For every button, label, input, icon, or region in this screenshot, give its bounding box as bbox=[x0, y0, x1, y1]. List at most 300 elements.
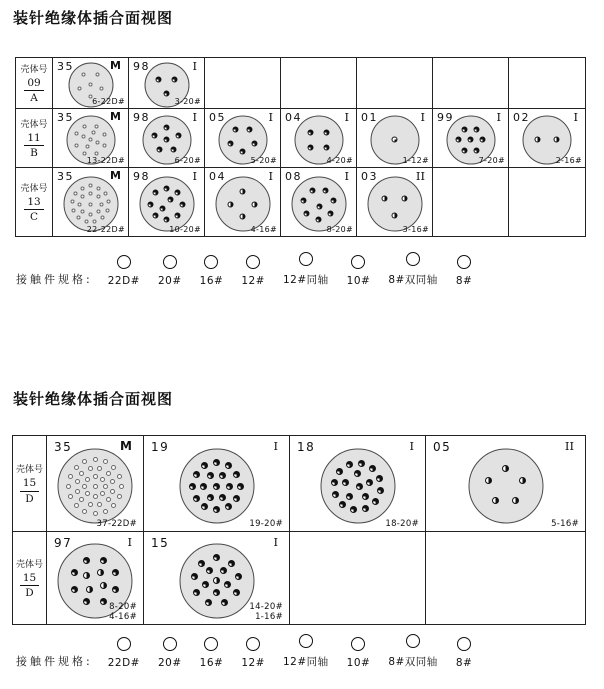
contact-pin bbox=[366, 479, 373, 486]
insert-spec bbox=[109, 602, 137, 622]
contact-pin bbox=[193, 495, 200, 502]
contact-12-icon bbox=[246, 637, 260, 651]
contact-pin bbox=[152, 190, 158, 196]
contact-pin bbox=[392, 137, 398, 143]
legend-item-label: 12# bbox=[241, 657, 265, 669]
contact-pin bbox=[304, 210, 310, 216]
insert-face bbox=[215, 177, 270, 232]
insert-code: 04 bbox=[209, 170, 226, 183]
contact-pin bbox=[206, 567, 213, 574]
spec-line: 3-16# bbox=[402, 225, 429, 235]
contact-pin bbox=[155, 77, 161, 83]
legend-item bbox=[191, 637, 233, 669]
contact-pin bbox=[93, 457, 98, 462]
contact-pin bbox=[198, 560, 205, 567]
contact-pin bbox=[354, 470, 361, 477]
contact-pin bbox=[85, 477, 90, 482]
contact-pin bbox=[213, 506, 220, 513]
legend-item-label: 12#同轴 bbox=[282, 656, 329, 668]
insert-spec bbox=[385, 519, 419, 529]
contact-pin bbox=[240, 149, 246, 155]
legend-item-label: 8#双同轴 bbox=[388, 656, 438, 668]
contact-pin bbox=[82, 509, 87, 514]
insert-mark: I bbox=[273, 439, 278, 453]
contact-pin bbox=[232, 127, 238, 133]
contact-pin bbox=[83, 557, 90, 564]
insert-cell bbox=[290, 436, 426, 532]
spec-line: 1-12# bbox=[402, 156, 429, 166]
contact-8-icon bbox=[457, 255, 471, 269]
shell-number: 13 bbox=[24, 196, 43, 210]
contact-pin bbox=[74, 192, 78, 196]
contact-pin bbox=[89, 213, 93, 217]
insert-spec bbox=[175, 156, 201, 166]
contact-pin bbox=[554, 137, 560, 143]
shell-letter: B bbox=[30, 147, 38, 159]
contact-pin bbox=[336, 468, 343, 475]
contact-pin bbox=[77, 86, 81, 90]
contact-pin bbox=[233, 471, 240, 478]
contact-pin bbox=[492, 497, 499, 504]
contact-pin bbox=[237, 483, 244, 490]
contact-pin bbox=[102, 143, 106, 147]
insert-code: 98 bbox=[133, 60, 150, 73]
contact-pin bbox=[213, 589, 220, 596]
contact-pin bbox=[175, 212, 181, 218]
contact-pin bbox=[93, 220, 97, 224]
legend-item bbox=[99, 255, 149, 287]
contact-pin bbox=[382, 195, 388, 201]
insert-cell bbox=[53, 109, 129, 168]
insert-spec bbox=[87, 225, 125, 235]
shell-label: 壳体号 bbox=[15, 559, 43, 570]
contact-pin bbox=[455, 137, 461, 143]
contact-pin bbox=[103, 509, 108, 514]
contact-pin bbox=[74, 465, 79, 470]
insert-spec bbox=[249, 519, 283, 529]
contact-pin bbox=[330, 198, 336, 204]
contact-pin bbox=[534, 137, 540, 143]
legend-item-label: 16# bbox=[199, 275, 224, 287]
contact-pin bbox=[227, 201, 233, 207]
contact-pin bbox=[175, 190, 181, 196]
spec-line: 22-22D# bbox=[86, 225, 125, 235]
contact-pin bbox=[207, 472, 214, 479]
contact-pin bbox=[94, 151, 98, 155]
insert-code: 18 bbox=[297, 440, 316, 454]
contact-pin bbox=[152, 212, 158, 218]
contact-pin bbox=[171, 147, 177, 153]
contact-pin bbox=[376, 475, 383, 482]
spec-line: 13-22D# bbox=[86, 156, 125, 166]
insert-cell bbox=[47, 532, 144, 624]
shell-fraction bbox=[20, 477, 39, 504]
insert-cell bbox=[281, 109, 357, 168]
legend-item-label: 10# bbox=[346, 657, 371, 669]
contact-pin bbox=[97, 186, 101, 190]
insert-spec bbox=[327, 225, 353, 235]
legend-item bbox=[191, 255, 233, 287]
contact-pin bbox=[96, 210, 100, 214]
contact-pin bbox=[78, 202, 82, 206]
legend-item-label: 12#同轴 bbox=[282, 274, 329, 286]
contact-pin bbox=[91, 131, 95, 135]
legend-2 bbox=[16, 634, 481, 669]
insert-cell bbox=[433, 109, 509, 168]
contact-pin bbox=[81, 194, 85, 198]
empty-cell bbox=[357, 58, 433, 109]
contact-pin bbox=[224, 581, 231, 588]
empty-cell bbox=[509, 58, 585, 109]
contact-8-icon bbox=[457, 637, 471, 651]
contact-pin bbox=[75, 489, 80, 494]
insert-cell bbox=[205, 168, 281, 236]
insert-face bbox=[291, 177, 346, 232]
contact-pin bbox=[68, 494, 73, 499]
contact-pin bbox=[191, 573, 198, 580]
contact-pin bbox=[119, 484, 124, 489]
legend-item-label: 10# bbox=[346, 275, 371, 287]
contact-pin bbox=[179, 201, 185, 207]
contact-22D-icon bbox=[117, 637, 131, 651]
insert-mark: I bbox=[344, 110, 349, 124]
insert-cell bbox=[129, 58, 205, 109]
insert-code: 19 bbox=[151, 440, 170, 454]
empty-cell bbox=[509, 168, 585, 236]
contact-pin bbox=[105, 208, 109, 212]
contact-pin bbox=[392, 212, 398, 218]
legend-item bbox=[274, 252, 338, 287]
contact-pin bbox=[315, 216, 321, 222]
insert-cell bbox=[47, 436, 144, 532]
contact-pin bbox=[75, 479, 80, 484]
insert-mark: I bbox=[192, 169, 197, 183]
contact-pin bbox=[323, 129, 329, 135]
contact-pin bbox=[164, 91, 170, 97]
contact-pin bbox=[97, 502, 102, 507]
insert-code: 98 bbox=[133, 170, 150, 183]
empty-cell bbox=[281, 58, 357, 109]
legend-item-label: 20# bbox=[157, 657, 182, 669]
contact-pin bbox=[240, 189, 246, 195]
contact-pin bbox=[233, 495, 240, 502]
contact-pin bbox=[89, 191, 93, 195]
spec-line: 6-20# bbox=[174, 156, 201, 166]
shell-number: 09 bbox=[24, 77, 43, 91]
spec-line: 14-20# bbox=[249, 601, 283, 612]
contact-pin bbox=[82, 73, 86, 77]
shell-number-cell bbox=[13, 532, 47, 624]
insert-code: 04 bbox=[285, 111, 302, 124]
insert-cell bbox=[357, 109, 433, 168]
insert-code: 98 bbox=[133, 111, 150, 124]
contact-pin bbox=[233, 589, 240, 596]
contact-pin bbox=[485, 477, 492, 484]
contact-pin bbox=[100, 582, 107, 589]
legend-item bbox=[338, 255, 380, 287]
insert-code: 97 bbox=[54, 536, 73, 550]
insert-spec bbox=[556, 156, 582, 166]
contact-pin bbox=[247, 127, 253, 133]
contact-pin bbox=[240, 213, 246, 219]
shell-label: 壳体号 bbox=[15, 465, 43, 476]
contact-pin bbox=[75, 132, 79, 136]
contact-pin bbox=[100, 477, 105, 482]
contact-pin bbox=[100, 598, 107, 605]
contact-pin bbox=[83, 124, 87, 128]
insert-spec bbox=[551, 519, 579, 529]
contact-pin bbox=[79, 497, 84, 502]
contact-pin bbox=[103, 459, 108, 464]
contact-pin bbox=[84, 220, 88, 224]
contact-pin bbox=[93, 474, 98, 479]
insert-code: 03 bbox=[361, 170, 378, 183]
legend-item bbox=[447, 255, 481, 287]
insert-face bbox=[63, 177, 118, 232]
empty-cell bbox=[426, 532, 585, 624]
shell-number: 15 bbox=[20, 477, 39, 491]
contact-pin bbox=[88, 502, 93, 507]
contact-pin bbox=[221, 599, 228, 606]
contact-pin bbox=[235, 573, 242, 580]
insert-code: 05 bbox=[209, 111, 226, 124]
contact-pin bbox=[189, 483, 196, 490]
contact-pin bbox=[164, 124, 170, 130]
contact-12coax-icon bbox=[299, 634, 313, 648]
contact-pin bbox=[219, 472, 226, 479]
shell-number-cell bbox=[16, 58, 53, 109]
contact-pin bbox=[332, 491, 339, 498]
legend-item-label: 8# bbox=[455, 657, 473, 669]
contact-22D-icon bbox=[117, 255, 131, 269]
contact-pin bbox=[175, 133, 181, 139]
contact-pin bbox=[164, 185, 170, 191]
contact-pin bbox=[193, 471, 200, 478]
contact-pin bbox=[226, 483, 233, 490]
legend-items-2 bbox=[99, 634, 482, 669]
contact-pin bbox=[75, 143, 79, 147]
page-title: 装针绝缘体插合面视图 bbox=[13, 9, 174, 27]
contact-8dcoax-icon bbox=[406, 634, 420, 648]
contact-pin bbox=[219, 494, 226, 501]
shell-label: 壳体号 bbox=[20, 183, 48, 194]
contact-pin bbox=[100, 557, 107, 564]
contact-pin bbox=[202, 581, 209, 588]
insert-mark: I bbox=[409, 439, 414, 453]
legend-item-label: 12# bbox=[241, 275, 265, 287]
spec-line: 6-22D# bbox=[92, 97, 125, 107]
contact-pin bbox=[83, 598, 90, 605]
spec-line: 2-16# bbox=[555, 156, 582, 166]
insert-cell bbox=[205, 109, 281, 168]
insert-mark: I bbox=[496, 110, 501, 124]
legend-item-label: 8# bbox=[455, 275, 473, 287]
spec-line: 18-20# bbox=[385, 518, 419, 529]
shell-fraction bbox=[24, 196, 43, 223]
legend-item-label: 22D# bbox=[107, 657, 140, 669]
contact-pin bbox=[103, 484, 108, 489]
contact-pin bbox=[251, 140, 257, 146]
insert-table-2 bbox=[12, 435, 586, 625]
contact-pin bbox=[89, 202, 93, 206]
insert-spec bbox=[403, 225, 429, 235]
contact-pin bbox=[152, 133, 158, 139]
contact-pin bbox=[309, 187, 315, 193]
contact-pin bbox=[372, 498, 379, 505]
contact-pin bbox=[82, 135, 86, 139]
shell-letter: D bbox=[25, 587, 34, 599]
spec-line: 1-16# bbox=[255, 611, 283, 622]
spec-line: 8-20# bbox=[109, 601, 137, 612]
legend-item-label: 22D# bbox=[107, 275, 140, 287]
contact-pin bbox=[317, 203, 323, 209]
contact-pin bbox=[474, 147, 480, 153]
legend-item bbox=[379, 252, 446, 287]
contact-pin bbox=[213, 483, 220, 490]
contact-pin bbox=[85, 491, 90, 496]
shell-number-cell bbox=[13, 436, 47, 532]
insert-face bbox=[468, 449, 543, 524]
contact-pin bbox=[502, 465, 509, 472]
shell-fraction bbox=[24, 132, 43, 159]
contact-pin bbox=[71, 200, 75, 204]
contact-pin bbox=[86, 145, 90, 149]
contact-pin bbox=[213, 459, 220, 466]
contact-pin bbox=[225, 503, 232, 510]
insert-mark: II bbox=[415, 169, 425, 183]
contact-pin bbox=[225, 462, 232, 469]
insert-mark: I bbox=[192, 110, 197, 124]
contact-pin bbox=[110, 479, 115, 484]
contact-pin bbox=[88, 466, 93, 471]
contact-pin bbox=[93, 511, 98, 516]
insert-face bbox=[179, 449, 254, 524]
contact-pin bbox=[93, 494, 98, 499]
contact-pin bbox=[106, 497, 111, 502]
contact-pin bbox=[112, 586, 119, 593]
insert-mark: M bbox=[110, 169, 121, 182]
contact-pin bbox=[468, 137, 474, 143]
contact-pin bbox=[83, 572, 90, 579]
contact-pin bbox=[331, 479, 338, 486]
insert-face bbox=[320, 449, 395, 524]
contact-20-icon bbox=[163, 637, 177, 651]
insert-code: 35 bbox=[57, 111, 74, 124]
insert-mark: I bbox=[192, 59, 197, 73]
contact-pin bbox=[220, 567, 227, 574]
contact-pin bbox=[106, 200, 110, 204]
insert-spec bbox=[169, 225, 201, 235]
contact-pin bbox=[168, 197, 174, 203]
contact-pin bbox=[99, 202, 103, 206]
contact-16-icon bbox=[204, 637, 218, 651]
shell-label: 壳体号 bbox=[20, 119, 48, 130]
legend-item-label: 8#双同轴 bbox=[388, 274, 438, 286]
insert-cell bbox=[281, 168, 357, 236]
insert-spec bbox=[479, 156, 505, 166]
insert-table-1 bbox=[15, 57, 586, 237]
contact-pin bbox=[350, 506, 357, 513]
contact-pin bbox=[97, 466, 102, 471]
contact-pin bbox=[461, 126, 467, 132]
contact-pin bbox=[322, 187, 328, 193]
contact-pin bbox=[111, 503, 116, 508]
spec-line: 7-20# bbox=[478, 156, 505, 166]
legend-item bbox=[232, 637, 274, 669]
contact-pin bbox=[71, 569, 78, 576]
contact-pin bbox=[342, 479, 349, 486]
spec-line: 5-16# bbox=[551, 518, 579, 529]
contact-pin bbox=[81, 210, 85, 214]
contact-pin bbox=[346, 461, 353, 468]
contact-pin bbox=[362, 505, 369, 512]
insert-code: 15 bbox=[151, 536, 170, 550]
contact-pin bbox=[95, 73, 99, 77]
legend-item bbox=[274, 634, 338, 669]
insert-cell bbox=[357, 168, 433, 236]
contact-pin bbox=[80, 186, 84, 190]
contact-10-icon bbox=[351, 255, 365, 269]
spec-line: 19-20# bbox=[249, 518, 283, 529]
insert-code: 08 bbox=[285, 170, 302, 183]
insert-mark: M bbox=[110, 59, 121, 72]
spec-line: 4-20# bbox=[326, 156, 353, 166]
contact-pin bbox=[308, 129, 314, 135]
insert-code: 35 bbox=[54, 440, 73, 454]
contact-pin bbox=[148, 201, 154, 207]
contact-pin bbox=[117, 494, 122, 499]
contact-pin bbox=[228, 140, 234, 146]
contact-pin bbox=[95, 140, 99, 144]
contact-pin bbox=[474, 126, 480, 132]
insert-code: 05 bbox=[433, 440, 452, 454]
contact-pin bbox=[327, 211, 333, 217]
contact-12coax-icon bbox=[299, 252, 313, 266]
contact-pin bbox=[94, 124, 98, 128]
contact-pin bbox=[213, 577, 220, 584]
empty-cell bbox=[433, 58, 509, 109]
insert-mark: I bbox=[420, 110, 425, 124]
contact-pin bbox=[89, 184, 93, 188]
legend-item bbox=[447, 637, 481, 669]
shell-number: 15 bbox=[20, 572, 39, 586]
contact-pin bbox=[110, 489, 115, 494]
contact-pin bbox=[93, 484, 98, 489]
insert-mark: I bbox=[573, 110, 578, 124]
contact-pin bbox=[339, 501, 346, 508]
contact-pin bbox=[82, 484, 87, 489]
contact-pin bbox=[401, 195, 407, 201]
contact-pin bbox=[66, 484, 71, 489]
contact-pin bbox=[74, 503, 79, 508]
insert-spec bbox=[251, 156, 277, 166]
contact-pin bbox=[228, 560, 235, 567]
shell-label: 壳体号 bbox=[20, 64, 48, 75]
contact-pin bbox=[358, 460, 365, 467]
spec-line: 8-20# bbox=[326, 225, 353, 235]
insert-mark: I bbox=[127, 535, 132, 549]
contact-pin bbox=[71, 586, 78, 593]
insert-face bbox=[179, 543, 254, 618]
empty-cell bbox=[205, 58, 281, 109]
insert-mark: II bbox=[564, 439, 574, 453]
contact-pin bbox=[79, 471, 84, 476]
contact-pin bbox=[103, 192, 107, 196]
contact-pin bbox=[86, 586, 93, 593]
contact-pin bbox=[461, 147, 467, 153]
contact-20-icon bbox=[163, 255, 177, 269]
shell-number-cell bbox=[16, 168, 53, 236]
